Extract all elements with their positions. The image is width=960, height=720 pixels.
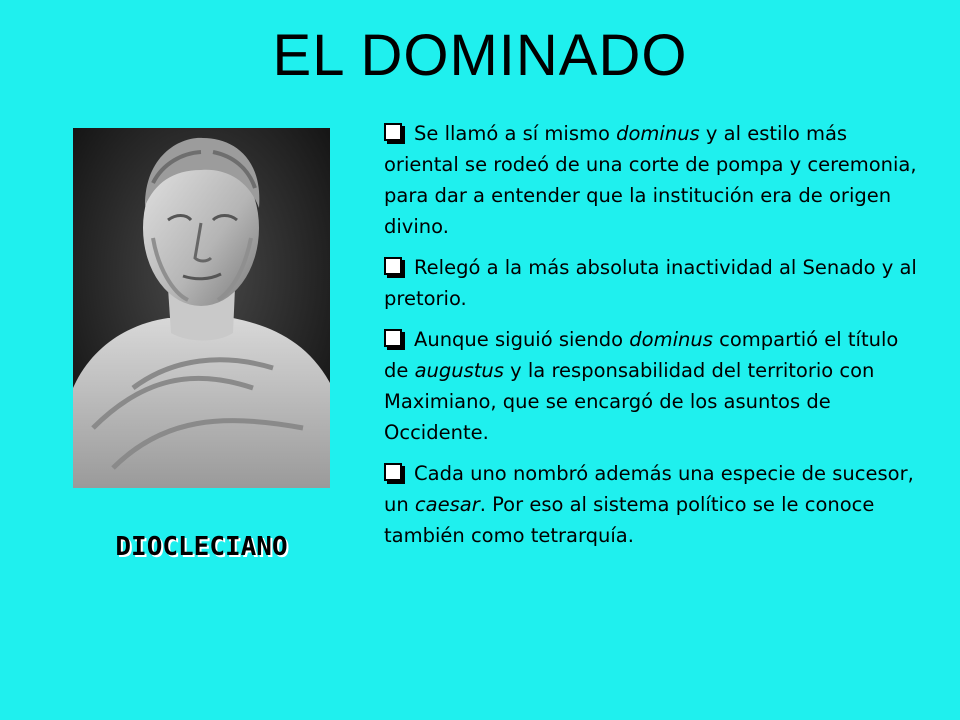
square-bullet-icon	[384, 463, 402, 481]
square-bullet-icon	[384, 257, 402, 275]
italic-term: augustus	[414, 359, 504, 382]
square-bullet-icon	[384, 123, 402, 141]
bust-portrait-image	[73, 128, 330, 488]
bullet-text: Cada uno nombró además una especie de sucesor, un	[384, 462, 914, 516]
bullet-text: y la responsabilidad del territorio con Maximiano, que se encargó de los asuntos de Occidente.	[384, 359, 875, 444]
bullet-item	[384, 324, 924, 448]
bullet-text: Relegó a la más absoluta inactividad al Senado y al pretorio.	[384, 256, 917, 310]
italic-term: caesar	[414, 493, 480, 516]
bullet-item	[384, 118, 924, 242]
bullet-text: y al estilo más oriental se rodeó de una corte de pompa y ceremonia, para dar a entender que la institución era de origen divino.	[384, 122, 917, 238]
bullet-text: . Por eso al sistema político se le conoce también como tetrarquía.	[384, 493, 875, 547]
italic-term: dominus	[629, 328, 713, 351]
bullet-text: Aunque siguió siendo	[414, 328, 630, 351]
portrait-caption: DIOCLECIANO	[115, 532, 288, 562]
slide-title: EL DOMINADO	[272, 23, 688, 88]
bullet-item	[384, 252, 924, 314]
square-bullet-icon	[384, 329, 402, 347]
bullet-text: compartió el título de	[384, 328, 899, 382]
italic-term: dominus	[616, 122, 700, 145]
bullet-item	[384, 458, 924, 551]
bullet-list	[384, 118, 924, 561]
bullet-text: Se llamó a sí mismo	[414, 122, 617, 145]
